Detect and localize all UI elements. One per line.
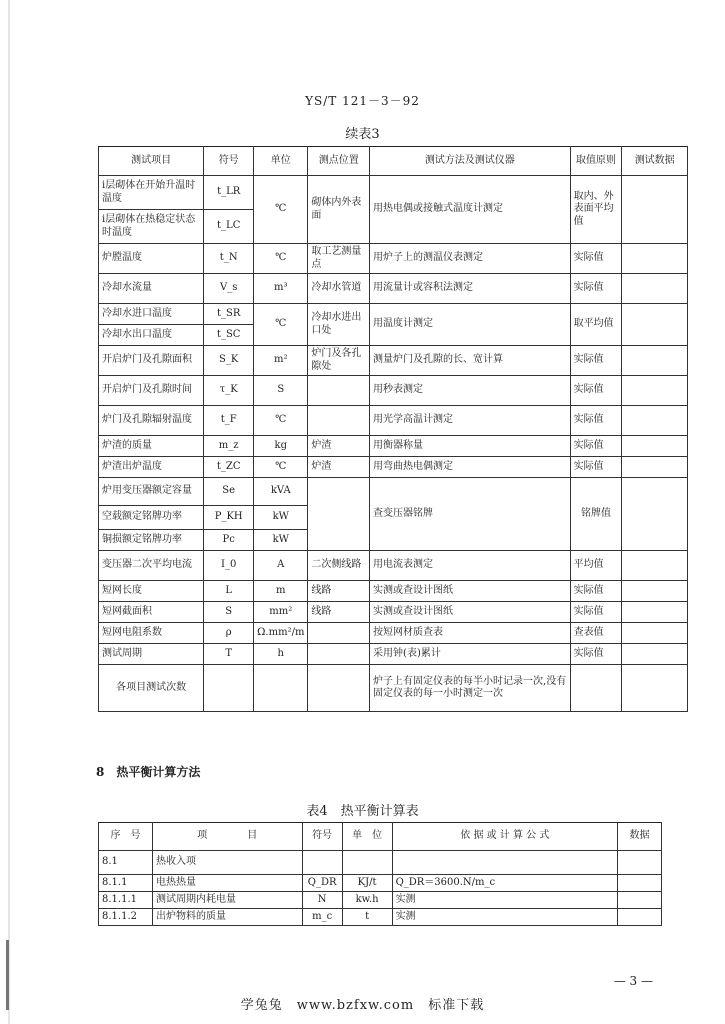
cell-symbol: t_SC	[204, 325, 254, 346]
cell-unit: ℃	[254, 304, 308, 346]
table4	[98, 822, 662, 926]
cell-data	[618, 851, 662, 875]
cell-symbol: I_0	[204, 551, 254, 581]
cell-unit: kg	[254, 436, 308, 457]
cell-rule: 实际值	[570, 274, 622, 304]
cell-item: 炉门及孔隙辐射温度	[99, 406, 204, 436]
cell-item: 炉渣出炉温度	[99, 457, 204, 478]
cell-position	[308, 478, 370, 551]
col-header: 单 位	[342, 823, 392, 851]
cell-unit: t	[342, 909, 392, 926]
col-header: 项 目	[152, 823, 302, 851]
table-row	[99, 581, 688, 602]
cell-symbol: S_K	[204, 346, 254, 376]
cell-position: 二次侧线路	[308, 551, 370, 581]
cell-method: 测量炉门及孔隙的长、宽计算	[370, 346, 571, 376]
cell-symbol: Q_DR	[302, 875, 342, 892]
table-row	[99, 406, 688, 436]
cell-rule: 实际值	[570, 376, 622, 406]
cell-item: 炉膛温度	[99, 244, 204, 274]
table-row	[99, 346, 688, 376]
cell-position	[308, 644, 370, 665]
cell-rule: 平均值	[570, 551, 622, 581]
cell-unit: S	[254, 376, 308, 406]
cell-data	[622, 274, 688, 304]
cell-position: 冷却水进出口处	[308, 304, 370, 346]
table-row	[99, 602, 688, 623]
cell-position	[308, 376, 370, 406]
cell-formula: 实测	[392, 892, 617, 909]
cell-rule: 实际值	[570, 346, 622, 376]
cell-item: 变压器二次平均电流	[99, 551, 204, 581]
table-row	[99, 875, 662, 892]
cell-number: 8.1.1	[99, 875, 153, 892]
cell-item: 开启炉门及孔隙面积	[99, 346, 204, 376]
cell-symbol: t_ZC	[204, 457, 254, 478]
cell-method: 用热电偶或接触式温度计测定	[370, 176, 571, 244]
cell-position: 炉渣	[308, 457, 370, 478]
cell-unit: ℃	[254, 244, 308, 274]
cell-unit: Ω.mm²/m	[254, 623, 308, 644]
cell-item: 热收入项	[152, 851, 302, 875]
table4-header-row	[99, 823, 662, 851]
cell-symbol: τ_K	[204, 376, 254, 406]
cell-data	[622, 244, 688, 274]
col-header: 测点位置	[308, 147, 370, 176]
cell-data	[622, 551, 688, 581]
cell-data	[618, 892, 662, 909]
cell-symbol: Pc	[204, 530, 254, 551]
cell-symbol: ρ	[204, 623, 254, 644]
scan-margin	[8, 0, 10, 1024]
cell-position: 砌体内外表面	[308, 176, 370, 244]
cell-rule: 取平均值	[570, 304, 622, 346]
cell-unit: KJ/t	[342, 875, 392, 892]
cell-symbol: t_SR	[204, 304, 254, 325]
cell-unit	[342, 851, 392, 875]
cell-position: 线路	[308, 581, 370, 602]
cell-item: 冷却水进口温度	[99, 304, 204, 325]
cell-number: 8.1	[99, 851, 153, 875]
cell-method: 实测或查设计图纸	[370, 581, 571, 602]
cell-method: 用温度计测定	[370, 304, 571, 346]
col-header: 测试数据	[622, 147, 688, 176]
cell-item: 铜损额定铭牌功率	[99, 530, 204, 551]
cell-unit: kW	[254, 506, 308, 530]
cell-number: 8.1.1.2	[99, 909, 153, 926]
table4-caption: 表4 热平衡计算表	[306, 804, 419, 819]
cell-rule: 实际值	[570, 436, 622, 457]
cell-item: 短网截面积	[99, 602, 204, 623]
cell-symbol: t_LR	[204, 176, 254, 210]
cell-unit: kW	[254, 530, 308, 551]
table-row	[99, 892, 662, 909]
table-row	[99, 436, 688, 457]
table-row	[99, 478, 688, 506]
cell-data	[622, 644, 688, 665]
cell-method: 按短网材质查表	[370, 623, 571, 644]
cell-rule	[570, 665, 622, 712]
table-row	[99, 176, 688, 210]
table-row	[99, 623, 688, 644]
cell-rule: 实际值	[570, 457, 622, 478]
cell-symbol: V_s	[204, 274, 254, 304]
cell-item: 各项目测试次数	[99, 665, 204, 712]
table-row	[99, 274, 688, 304]
standard-code-header: YS/T 121－3－92	[305, 94, 420, 108]
cell-unit: kVA	[254, 478, 308, 506]
cell-item: 炉渣的质量	[99, 436, 204, 457]
cell-method: 实测或查设计图纸	[370, 602, 571, 623]
cell-item: 出炉物料的质量	[152, 909, 302, 926]
table-row	[99, 244, 688, 274]
cell-rule: 实际值	[570, 602, 622, 623]
cell-method: 用弯曲热电偶测定	[370, 457, 571, 478]
cell-data	[622, 176, 688, 244]
cell-item: 短网电阻系数	[99, 623, 204, 644]
cell-rule: 实际值	[570, 644, 622, 665]
cell-method: 采用钟(表)累计	[370, 644, 571, 665]
cell-data	[622, 436, 688, 457]
cell-unit: m²	[254, 346, 308, 376]
cell-item: 开启炉门及孔隙时间	[99, 376, 204, 406]
cell-method: 用流量计或容积法测定	[370, 274, 571, 304]
cell-symbol: S	[204, 602, 254, 623]
page-number: — 3 —	[613, 974, 653, 988]
cell-rule: 查表值	[570, 623, 622, 644]
cell-unit: m	[254, 581, 308, 602]
table-row	[99, 457, 688, 478]
cell-formula	[392, 851, 617, 875]
table-row	[99, 851, 662, 875]
cell-method: 炉子上有固定仪表的每半小时记录一次,没有固定仪表的每一小时测定一次	[370, 665, 571, 712]
cell-data	[622, 665, 688, 712]
table-row	[99, 909, 662, 926]
cell-unit: A	[254, 551, 308, 581]
cell-data	[622, 406, 688, 436]
cell-unit: ℃	[254, 457, 308, 478]
cell-rule: 实际值	[570, 244, 622, 274]
cell-data	[622, 602, 688, 623]
cell-symbol: m_c	[302, 909, 342, 926]
cell-symbol: t_LC	[204, 210, 254, 244]
table-row	[99, 644, 688, 665]
cell-data	[618, 875, 662, 892]
cell-symbol: m_z	[204, 436, 254, 457]
cell-symbol: Se	[204, 478, 254, 506]
cell-rule: 取内、外表面平均值	[570, 176, 622, 244]
cell-position: 线路	[308, 602, 370, 623]
col-header: 数据	[618, 823, 662, 851]
cell-symbol: t_N	[204, 244, 254, 274]
cell-data	[622, 623, 688, 644]
cell-data	[622, 376, 688, 406]
cell-formula: Q_DR＝3600.N/m_c	[392, 875, 617, 892]
cell-position: 取工艺测量点	[308, 244, 370, 274]
cell-position: 炉门及各孔隙处	[308, 346, 370, 376]
cell-item: 短网长度	[99, 581, 204, 602]
cell-item: 炉用变压器额定容量	[99, 478, 204, 506]
cell-unit: h	[254, 644, 308, 665]
cell-data	[622, 304, 688, 346]
section-8-heading: 8 热平衡计算方法	[96, 765, 201, 779]
col-header: 依 据 或 计 算 公 式	[392, 823, 617, 851]
cell-method: 用衡器称量	[370, 436, 571, 457]
cell-item: i层砌体在开始升温时温度	[99, 176, 204, 210]
footer-watermark: 学兔兔 www.bzfxw.com 标准下载	[240, 998, 485, 1013]
cell-symbol: L	[204, 581, 254, 602]
cell-formula: 实测	[392, 909, 617, 926]
cell-rule: 实际值	[570, 406, 622, 436]
col-header: 单位	[254, 147, 308, 176]
cell-method: 用光学高温计测定	[370, 406, 571, 436]
col-header: 取值原则	[570, 147, 622, 176]
cell-item: 测试周期	[99, 644, 204, 665]
cell-unit: ℃	[254, 176, 308, 244]
col-header: 测试方法及测试仪器	[370, 147, 571, 176]
col-header: 序 号	[99, 823, 153, 851]
cell-rule: 铭牌值	[570, 478, 622, 551]
cell-position: 炉渣	[308, 436, 370, 457]
cell-symbol: T	[204, 644, 254, 665]
cell-number: 8.1.1.1	[99, 892, 153, 909]
cell-item: i层砌体在热稳定状态时温度	[99, 210, 204, 244]
cell-item: 冷却水流量	[99, 274, 204, 304]
table3-caption: 续表3	[345, 127, 380, 142]
cell-unit: ℃	[254, 406, 308, 436]
cell-position	[308, 406, 370, 436]
cell-method: 用电流表测定	[370, 551, 571, 581]
col-header: 符号	[204, 147, 254, 176]
cell-symbol: N	[302, 892, 342, 909]
cell-unit: kw.h	[342, 892, 392, 909]
cell-symbol: t_F	[204, 406, 254, 436]
col-header: 测试项目	[99, 147, 204, 176]
cell-unit: m³	[254, 274, 308, 304]
cell-data	[622, 346, 688, 376]
cell-method: 用秒表测定	[370, 376, 571, 406]
table-row	[99, 551, 688, 581]
cell-item: 空载额定铭牌功率	[99, 506, 204, 530]
table-row	[99, 304, 688, 325]
cell-position	[308, 665, 370, 712]
cell-symbol	[204, 665, 254, 712]
table3-header-row	[99, 147, 688, 176]
cell-unit: mm²	[254, 602, 308, 623]
cell-method: 用炉子上的测温仪表测定	[370, 244, 571, 274]
table-row	[99, 376, 688, 406]
table3	[98, 146, 688, 712]
cell-item: 测试周期内耗电量	[152, 892, 302, 909]
cell-method: 查变压器铭牌	[370, 478, 571, 551]
cell-rule: 实际值	[570, 581, 622, 602]
cell-data	[622, 581, 688, 602]
table-row	[99, 665, 688, 712]
cell-item: 电热热量	[152, 875, 302, 892]
cell-symbol	[302, 851, 342, 875]
cell-unit	[254, 665, 308, 712]
cell-data	[622, 457, 688, 478]
col-header: 符号	[302, 823, 342, 851]
cell-position: 冷却水管道	[308, 274, 370, 304]
cell-position	[308, 623, 370, 644]
cell-item: 冷却水出口温度	[99, 325, 204, 346]
cell-data	[622, 478, 688, 551]
cell-data	[618, 909, 662, 926]
cell-symbol: P_KH	[204, 506, 254, 530]
